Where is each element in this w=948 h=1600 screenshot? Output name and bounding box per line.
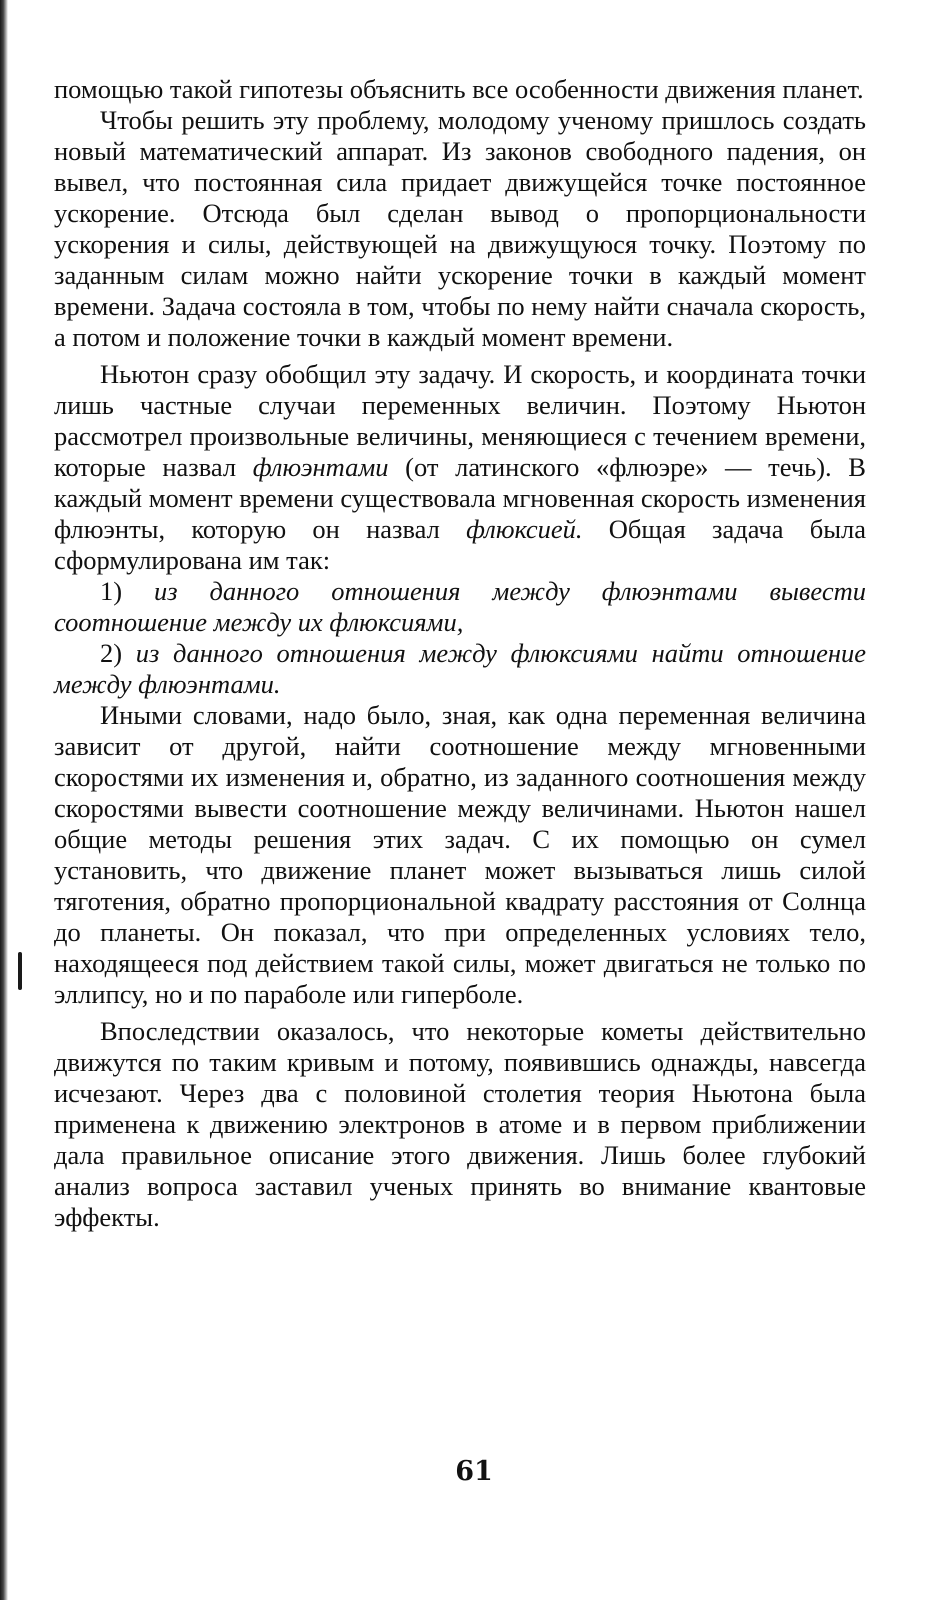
margin-pencil-mark (18, 952, 22, 990)
paragraph-5: Впоследствии оказалось, что некоторые кометы действительно движутся по таким кривым и потому, появившись однажды, навсегда исчезают. Через два с половиной столетия теория Ньютона была применена к движению электронов в атоме и в первом приближении дала правильное описание этого движения. Лишь более глубокий анализ вопроса заставил ученых принять во внимание квантовые эффекты. (54, 1016, 866, 1232)
list-item-1-number: 1) (100, 576, 154, 606)
list-item-2 (54, 638, 866, 700)
paragraph-4: Иными словами, надо было, зная, как одна переменная величина зависит от другой, найти соотношение между мгновенными скоростями их изменения и, обратно, из заданного соотношения между скоростями вывести соотношение между величинами. Ньютон нашел общие методы решения этих задач. С их помощью он сумел установить, что движение планет может вызываться лишь силой тяготения, обратно пропорциональной квадрату расстояния от Солнца до планеты. Он показал, что при определенных условиях тело, находящееся под действием такой силы, может двигаться не только по эллипсу, но и по параболе или гиперболе. (54, 700, 866, 1009)
paragraph-3-part-2: (от латинского «флюэре» — течь). В каждый момент времени существовала мгновенная скорость изменения флюэнты, которую он назвал (54, 452, 866, 544)
term-fluxion: флюксией. (466, 514, 583, 544)
paragraph-2: Чтобы решить эту проблему, молодому ученому пришлось создать новый математический аппарат. Из законов свободного падения, он вывел, что постоянная сила придает движущейся точке постоянное ускорение. Отсюда был сделан вывод о пропорциональности ускорения и силы, действующей на движущуюся точку. Поэтому по заданным силам можно найти ускорение точки в каждый момент времени. Задача состояла в том, чтобы по нему найти сначала скорость, а потом и положение точки в каждый момент времени. (54, 105, 866, 352)
list-item-2-text: из данного отношения между флюксиями найти отношение между флюэнтами. (54, 638, 867, 699)
list-item-2-number: 2) (100, 638, 136, 668)
paragraph-3 (54, 359, 866, 576)
list-item-1 (54, 576, 866, 638)
paragraph-3-part-3: Общая задача была сформулирована им так: (54, 514, 866, 575)
page-body-text (54, 74, 866, 1233)
list-item-1-text: из данного отношения между флюэнтами вывести соотношение между их флюксиями, (54, 576, 866, 637)
paragraph-1-continuation: помощью такой гипотезы объяснить все особенности движения планет. (54, 74, 864, 104)
page-number: 61 (455, 1456, 493, 1487)
term-fluents: флюэнтами (252, 452, 389, 482)
book-binding-edge (0, 0, 8, 1600)
paragraph-3-part-1: Ньютон сразу обобщил эту задачу. И скорость, и координата точки лишь частные случаи переменных величин. Поэтому Ньютон рассмотрел произвольные величины, меняющиеся с течением времени, которые назвал (54, 359, 866, 482)
